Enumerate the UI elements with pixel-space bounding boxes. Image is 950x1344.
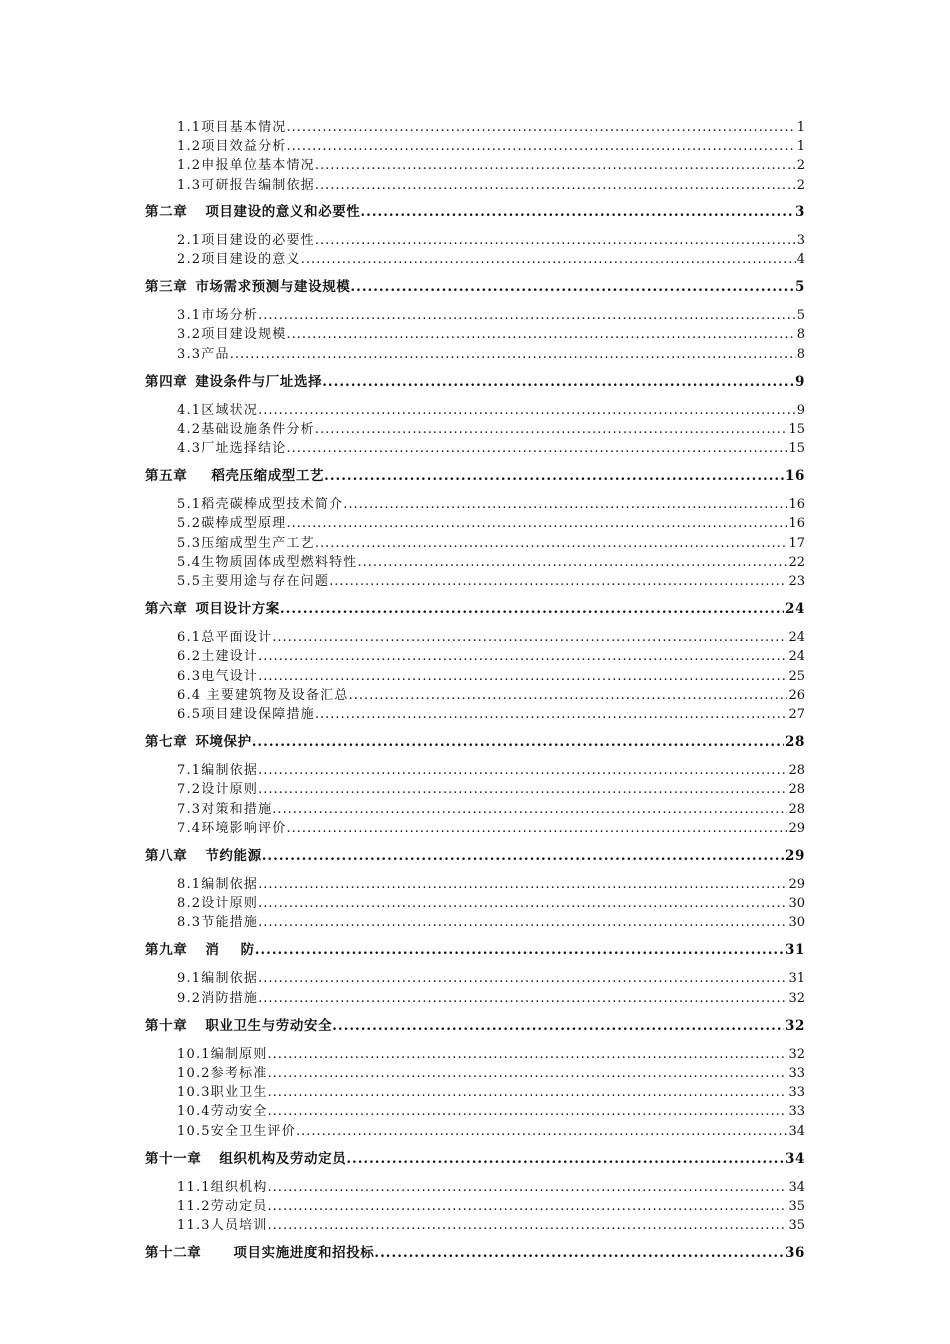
toc-chapter-title (145, 1017, 332, 1036)
toc-section-title: 1.2项目效益分析 (177, 139, 287, 155)
toc-section-entry[interactable] (145, 176, 805, 195)
toc-dot-leader (258, 913, 787, 932)
toc-chapter-title (145, 1150, 346, 1169)
toc-chapter-text: 项目建设的意义和必要性 (205, 203, 361, 220)
toc-section-title: 8.3节能措施 (177, 915, 259, 931)
toc-dot-leader (315, 231, 796, 250)
toc-section-entry[interactable] (145, 534, 805, 553)
toc-section-title: 6.2土建设计 (177, 649, 259, 665)
toc-section-entry[interactable] (145, 118, 805, 137)
toc-dot-leader (286, 439, 787, 458)
toc-page-number: 25 (788, 668, 805, 684)
toc-section-entry[interactable] (145, 325, 805, 344)
toc-dot-leader (268, 1102, 788, 1121)
toc-chapter-title (145, 203, 360, 222)
toc-section-title: 4.3厂址选择结论 (177, 441, 287, 457)
toc-chapter-text: 消 防 (205, 942, 255, 959)
toc-dot-leader (272, 800, 787, 819)
toc-section-entry[interactable] (145, 819, 805, 838)
toc-page-number: 15 (788, 441, 805, 457)
toc-page-number: 32 (788, 990, 805, 1006)
toc-section-title: 10.4劳动安全 (177, 1104, 268, 1120)
toc-chapter-text: 节约能源 (205, 847, 262, 864)
toc-dot-leader (350, 278, 794, 297)
toc-page-number: 8 (796, 346, 805, 362)
toc-page-number: 34 (788, 1123, 805, 1139)
toc-page-number: 26 (788, 687, 805, 703)
toc-section-entry[interactable] (145, 514, 805, 533)
toc-chapter-text: 职业卫生与劳动安全 (205, 1017, 333, 1034)
toc-section-entry[interactable] (145, 439, 805, 458)
toc-dot-leader (258, 989, 787, 1008)
toc-dot-leader (346, 1150, 784, 1169)
toc-page-number: 32 (785, 1017, 805, 1034)
toc-section-title: 8.2设计原则 (177, 896, 259, 912)
toc-dot-leader (252, 733, 784, 752)
toc-dot-leader (315, 705, 788, 724)
toc-dot-leader (230, 345, 796, 364)
toc-chapter-text: 项目设计方案 (195, 601, 280, 618)
toc-section-entry[interactable] (145, 705, 805, 724)
toc-dot-leader (343, 495, 787, 514)
toc-dot-leader (357, 553, 787, 572)
toc-section-title: 7.2设计原则 (177, 782, 259, 798)
toc-section-entry[interactable] (145, 572, 805, 591)
toc-dot-leader (258, 894, 787, 913)
toc-dot-leader (255, 941, 784, 960)
toc-section-title: 6.1总平面设计 (177, 630, 273, 646)
toc-dot-leader (315, 176, 796, 195)
toc-section-entry[interactable] (145, 969, 805, 988)
toc-page-number: 32 (788, 1046, 805, 1062)
toc-section-entry[interactable] (145, 137, 805, 156)
toc-page-number: 3 (795, 203, 805, 220)
toc-section-entry[interactable] (145, 686, 805, 705)
toc-dot-leader (258, 401, 796, 420)
toc-page-number: 34 (785, 1150, 805, 1167)
toc-chapter-text: 建设条件与厂址选择 (195, 373, 323, 390)
toc-chapter-title (145, 941, 255, 960)
toc-dot-leader (268, 1064, 788, 1083)
toc-section-entry[interactable] (145, 894, 805, 913)
toc-dot-leader (315, 156, 796, 175)
toc-section-entry[interactable] (145, 1178, 805, 1197)
toc-section-title: 5.5主要用途与存在问题 (177, 574, 330, 589)
toc-section-entry[interactable] (145, 667, 805, 686)
toc-section-title: 1.3可研报告编制依据 (177, 177, 315, 193)
toc-section-title: 2.1项目建设的必要性 (177, 232, 315, 248)
toc-page-number: 30 (788, 896, 805, 912)
toc-chapter-title (145, 1244, 374, 1263)
toc-chapter-number: 第七章 (145, 734, 188, 751)
toc-dot-leader (349, 686, 788, 705)
toc-chapter-number: 第三章 (145, 279, 188, 296)
toc-section-title: 6.4 主要建筑物及设备汇总 (177, 687, 349, 703)
toc-page-number: 8 (796, 327, 805, 343)
toc-dot-leader (301, 250, 796, 269)
toc-section-title: 7.4环境影响评价 (177, 820, 287, 836)
toc-dot-leader (280, 600, 784, 619)
toc-chapter-entry[interactable] (145, 733, 805, 752)
toc-section-entry[interactable] (145, 1045, 805, 1064)
toc-section-title: 10.5安全卫生评价 (177, 1123, 296, 1139)
toc-chapter-entry[interactable] (145, 467, 805, 486)
toc-section-title: 9.2消防措施 (177, 990, 259, 1006)
toc-chapter-number: 第六章 (145, 601, 188, 618)
toc-section-entry[interactable] (145, 780, 805, 799)
toc-dot-leader (286, 137, 795, 156)
toc-section-entry[interactable] (145, 628, 805, 647)
toc-page-number: 1 (796, 139, 805, 155)
toc-page-number: 16 (785, 468, 805, 485)
toc-section-title: 10.1编制原则 (177, 1046, 268, 1062)
toc-section-entry[interactable] (145, 495, 805, 514)
toc-page-number: 29 (788, 876, 805, 892)
toc-section-entry[interactable] (145, 1083, 805, 1102)
toc-section-title: 9.1编制依据 (177, 971, 259, 987)
toc-dot-leader (286, 819, 787, 838)
toc-chapter-title (145, 467, 324, 486)
toc-chapter-entry[interactable] (145, 1017, 805, 1036)
toc-page-number: 5 (796, 308, 805, 324)
toc-dot-leader (258, 780, 787, 799)
toc-chapter-title (145, 600, 280, 619)
toc-dot-leader (315, 420, 788, 439)
toc-dot-leader (322, 373, 794, 392)
toc-section-entry[interactable] (145, 800, 805, 819)
toc-section-entry[interactable] (145, 345, 805, 364)
toc-section-entry[interactable] (145, 989, 805, 1008)
toc-page-number: 2 (796, 177, 805, 193)
toc-page-number: 27 (788, 706, 805, 722)
toc-dot-leader (258, 969, 787, 988)
toc-page-number: 17 (788, 535, 805, 551)
toc-chapter-text: 项目实施进度和招投标 (233, 1245, 375, 1262)
toc-section-entry[interactable] (145, 1122, 805, 1141)
toc-chapter-number: 第二章 (145, 203, 188, 220)
toc-page-number: 9 (795, 373, 805, 390)
toc-page-number: 9 (796, 402, 805, 418)
toc-page-number: 1 (796, 120, 805, 135)
toc-section-title: 5.3压缩成型生产工艺 (177, 535, 315, 551)
toc-dot-leader (329, 572, 787, 591)
toc-page-number: 16 (788, 497, 805, 513)
toc-dot-leader (258, 667, 787, 686)
toc-section-title: 10.3职业卫生 (177, 1085, 268, 1101)
toc-chapter-number: 第五章 (145, 468, 188, 485)
toc-chapter-number: 第九章 (145, 942, 188, 959)
toc-page-number: 24 (788, 649, 805, 665)
toc-page-number: 24 (788, 630, 805, 646)
toc-dot-leader (286, 118, 795, 137)
toc-section-entry[interactable] (145, 306, 805, 325)
toc-section-title: 6.5项目建设保障措施 (177, 706, 315, 722)
toc-page-number: 16 (788, 516, 805, 532)
toc-page-number: 31 (785, 942, 805, 959)
toc-chapter-text: 市场需求预测与建设规模 (195, 279, 351, 296)
toc-section-title: 7.3对策和措施 (177, 801, 273, 817)
toc-section-entry[interactable] (145, 1216, 805, 1235)
toc-chapter-entry[interactable] (145, 847, 805, 866)
toc-page-number: 28 (788, 782, 805, 798)
toc-chapter-number: 第十一章 (145, 1150, 202, 1167)
toc-chapter-entry[interactable] (145, 278, 805, 297)
toc-page-number: 30 (788, 915, 805, 931)
toc-dot-leader (332, 1017, 784, 1036)
toc-page-number: 23 (788, 574, 805, 589)
toc-page-number: 28 (788, 801, 805, 817)
toc-chapter-title (145, 373, 322, 392)
toc-dot-leader (272, 628, 787, 647)
toc-dot-leader (286, 325, 795, 344)
toc-page-number: 35 (788, 1198, 805, 1214)
toc-chapter-entry[interactable] (145, 1150, 805, 1169)
toc-dot-leader (268, 1045, 788, 1064)
toc-section-entry[interactable] (145, 875, 805, 894)
toc-section-entry[interactable] (145, 1102, 805, 1121)
toc-dot-leader (268, 1178, 788, 1197)
toc-chapter-entry[interactable] (145, 373, 805, 392)
toc-chapter-entry[interactable] (145, 600, 805, 619)
toc-dot-leader (258, 875, 787, 894)
toc-chapter-number: 第四章 (145, 373, 188, 390)
toc-section-title: 1.2申报单位基本情况 (177, 158, 315, 174)
toc-section-title: 5.2碳棒成型原理 (177, 516, 287, 532)
toc-dot-leader (315, 534, 788, 553)
toc-page-number: 2 (796, 158, 805, 174)
toc-chapter-title (145, 847, 262, 866)
toc-section-entry[interactable] (145, 1197, 805, 1216)
toc-section-title: 3.3产品 (177, 346, 230, 362)
toc-chapter-number: 第十章 (145, 1017, 188, 1034)
toc-section-entry[interactable] (145, 553, 805, 572)
toc-page-number: 28 (788, 763, 805, 779)
toc-page-number: 29 (788, 820, 805, 836)
toc-dot-leader (262, 847, 784, 866)
toc-section-title: 11.2劳动定员 (177, 1198, 268, 1214)
toc-dot-leader (268, 1083, 788, 1102)
toc-section-entry[interactable] (145, 401, 805, 420)
toc-page-number: 36 (785, 1245, 805, 1262)
toc-page-number: 24 (785, 601, 805, 618)
toc-dot-leader (360, 203, 794, 222)
toc-section-title: 4.2基础设施条件分析 (177, 421, 315, 437)
toc-page-number: 15 (788, 421, 805, 437)
toc-section-entry[interactable] (145, 231, 805, 250)
toc-section-entry[interactable] (145, 913, 805, 932)
toc-dot-leader (296, 1122, 788, 1141)
toc-page-number: 35 (788, 1218, 805, 1234)
toc-page-number: 5 (795, 279, 805, 296)
toc-section-title: 11.1组织机构 (177, 1179, 268, 1195)
toc-page-number: 31 (788, 971, 805, 987)
toc-section-title: 11.3人员培训 (177, 1218, 268, 1234)
toc-section-title: 5.1稻壳碳棒成型技术简介 (177, 497, 344, 513)
toc-page-number: 34 (788, 1179, 805, 1195)
toc-chapter-title (145, 278, 350, 297)
toc-chapter-text: 组织机构及劳动定员 (219, 1150, 347, 1167)
toc-dot-leader (286, 514, 787, 533)
toc-section-title: 4.1区域状况 (177, 402, 259, 418)
toc-section-title: 8.1编制依据 (177, 876, 259, 892)
toc-page-number: 3 (796, 232, 805, 248)
toc-section-entry[interactable] (145, 647, 805, 666)
toc-page-number: 4 (796, 251, 805, 267)
toc-dot-leader (258, 647, 787, 666)
toc-page-number: 33 (788, 1085, 805, 1101)
toc-section-title: 10.2参考标准 (177, 1066, 268, 1081)
toc-page-number: 33 (788, 1104, 805, 1120)
toc-chapter-number: 第八章 (145, 847, 188, 864)
toc-section-entry[interactable] (145, 1064, 805, 1083)
table-of-contents (145, 118, 805, 1272)
toc-section-title: 7.1编制依据 (177, 763, 259, 779)
toc-chapter-number: 第十二章 (145, 1245, 202, 1262)
toc-dot-leader (258, 306, 796, 325)
toc-chapter-entry[interactable] (145, 203, 805, 222)
toc-dot-leader (268, 1216, 788, 1235)
toc-section-entry[interactable] (145, 420, 805, 439)
toc-dot-leader (324, 467, 784, 486)
toc-section-entry[interactable] (145, 156, 805, 175)
toc-dot-leader (374, 1244, 784, 1263)
toc-section-title: 1.1项目基本情况 (177, 120, 287, 135)
toc-section-title: 5.4生物质固体成型燃料特性 (177, 554, 358, 570)
toc-chapter-entry[interactable] (145, 941, 805, 960)
toc-dot-leader (268, 1197, 788, 1216)
toc-page-number: 33 (788, 1066, 805, 1081)
toc-section-entry[interactable] (145, 761, 805, 780)
toc-page-number: 29 (785, 847, 805, 864)
toc-page-number: 28 (785, 734, 805, 751)
toc-chapter-entry[interactable] (145, 1244, 805, 1263)
toc-dot-leader (258, 761, 787, 780)
toc-section-title: 3.1市场分析 (177, 308, 259, 324)
toc-section-title: 3.2项目建设规模 (177, 327, 287, 343)
toc-section-entry[interactable] (145, 250, 805, 269)
toc-section-title: 2.2项目建设的意义 (177, 251, 301, 267)
toc-section-title: 6.3电气设计 (177, 668, 259, 684)
toc-chapter-title (145, 733, 252, 752)
toc-page-number: 22 (788, 554, 805, 570)
toc-chapter-text: 稻壳压缩成型工艺 (211, 468, 325, 485)
toc-chapter-text: 环境保护 (195, 734, 252, 751)
